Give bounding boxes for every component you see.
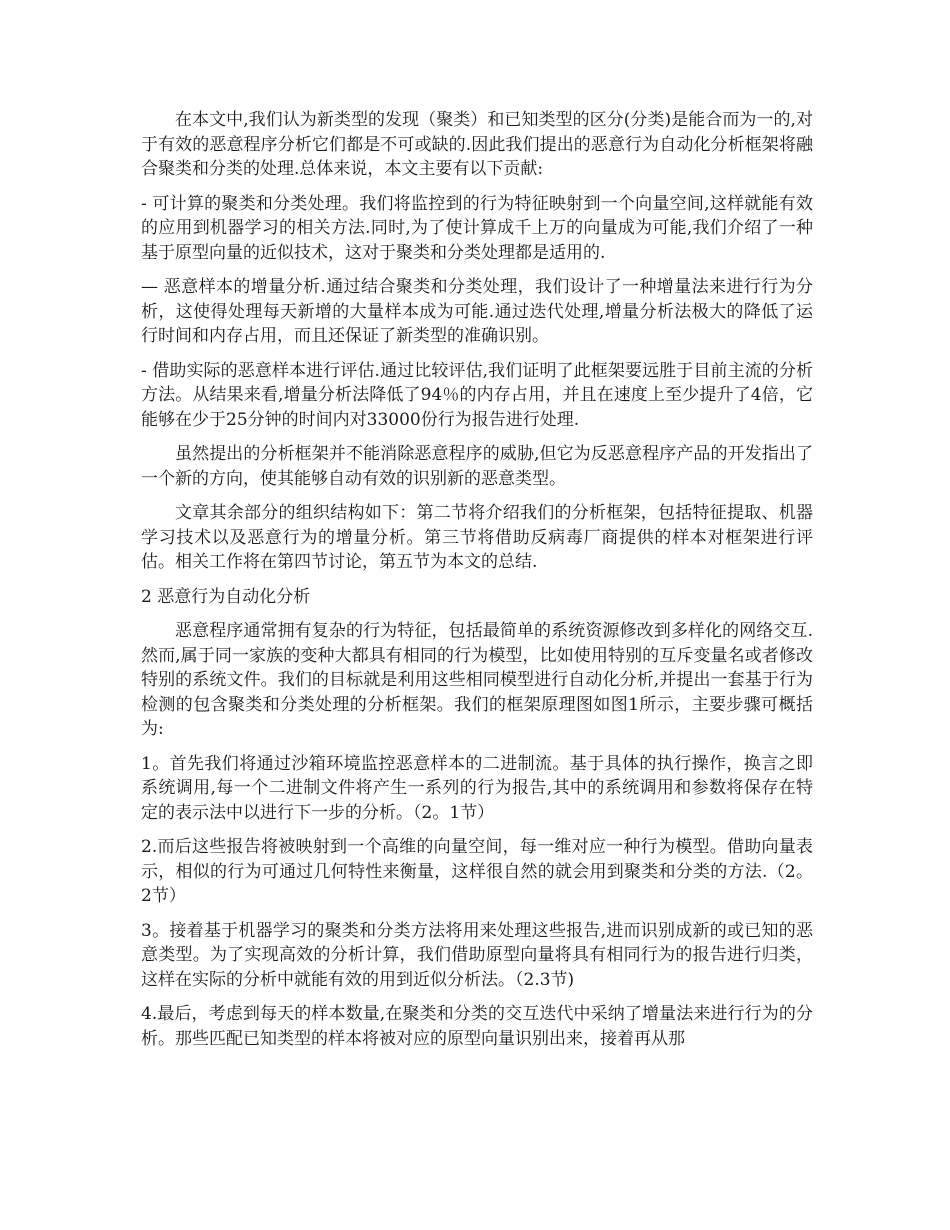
document-body (141, 108, 813, 1061)
paragraph-summary: 虽然提出的分析框架并不能消除恶意程序的威胁,但它为反恶意程序产品的开发指出了一个新的方向，使其能够自动有效的识别新的恶意类型。 (141, 444, 813, 489)
paragraph-step-1: 1。首先我们将通过沙箱环境监控恶意样本的二进制流。基于具体的执行操作，换言之即系统调用,每一个二进制文件将产生一系列的行为报告,其中的系统调用和参数将保存在特定的表示法中以进行下一步的分析。（2。1节） (141, 753, 813, 823)
section-heading: 2 恶意行为自动化分析 (141, 586, 311, 607)
paragraph-contribution-2: — 恶意样本的增量分析.通过结合聚类和分类处理，我们设计了一种增量法来进行行为分析，这使得处理每天新增的大量样本成为可能.通过迭代处理,增量分析法极大的降低了运行时间和内存占用，而且还保证了新类型的准确识别。 (141, 277, 813, 346)
paragraph-step-4: 4.最后，考虑到每天的样本数量,在聚类和分类的交互迭代中采纳了增量法来进行行为的分析。那些匹配已知类型的样本将被对应的原型向量识别出来，接着再从那 (141, 1004, 813, 1049)
paragraph-structure: 文章其余部分的组织结构如下：第二节将介绍我们的分析框架，包括特征提取、机器学习技术以及恶意行为的增量分析。第三节将借助反病毒厂商提供的样本对框架进行评估。相关工作将在第四节讨论，第五节为本文的总结. (141, 503, 813, 572)
paragraph-step-3: 3。接着基于机器学习的聚类和分类方法将用来处理这些报告,进而识别成新的或已知的恶意类型。为了实现高效的分析计算，我们借助原型向量将具有相同行为的报告进行归类，这样在实际的分析中就能有效的用到近似分析法。（2.3节) (141, 920, 813, 990)
paragraph-contribution-3: - 借助实际的恶意样本进行评估.通过比较评估,我们证明了此框架要远胜于目前主流的分析方法。从结果来看,增量分析法降低了94％的内存占用，并且在速度上至少提升了4倍，它能够在少于25分钟的时间内对33000份行为报告进行处理. (141, 360, 813, 430)
paragraph-step-2: 2.而后这些报告将被映射到一个高维的向量空间，每一维对应一种行为模型。借助向量表示，相似的行为可通过几何特性来衡量，这样很自然的就会用到聚类和分类的方法.（2。2节） (141, 837, 813, 906)
paragraph-section-intro: 恶意程序通常拥有复杂的行为特征，包括最简单的系统资源修改到多样化的网络交互.然而,属于同一家族的变种大都具有相同的行为模型，比如使用特别的互斥变量名或者修改特别的系统文件。我们的目标就是利用这些相同模型进行自动化分析,并提出一套基于行为检测的包含聚类和分类处理的分析框架。我们的框架原理图如图1所示，主要步骤可概括为: (141, 621, 813, 739)
paragraph-intro: 在本文中,我们认为新类型的发现（聚类）和已知类型的区分(分类)是能合而为一的,对于有效的恶意程序分析它们都是不可或缺的.因此我们提出的恶意行为自动化分析框架将融合聚类和分类的处理.总体来说，本文主要有以下贡献: (141, 110, 813, 179)
paragraph-contribution-1: - 可计算的聚类和分类处理。我们将监控到的行为特征映射到一个向量空间,这样就能有效的应用到机器学习的相关方法.同时,为了使计算成千上万的向量成为可能,我们介绍了一种基于原型向量的近似技术，这对于聚类和分类处理都是适用的. (141, 193, 813, 263)
